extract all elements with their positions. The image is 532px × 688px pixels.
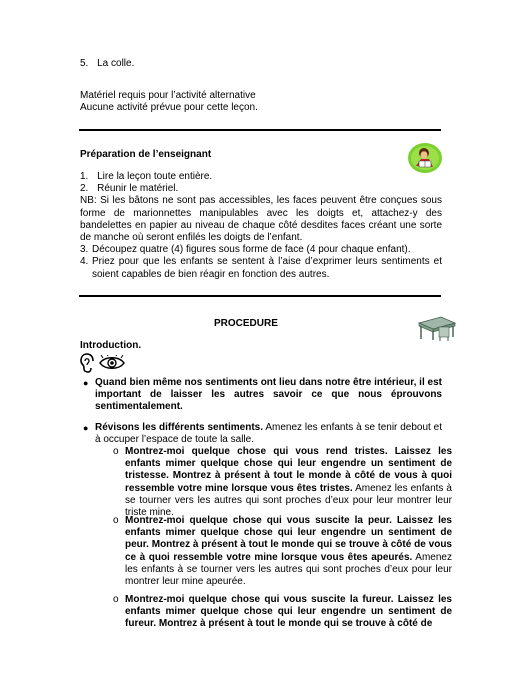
sub-bullet-item	[113, 446, 452, 519]
circle-bullet-icon: o	[113, 446, 119, 457]
list-item-5	[80, 58, 134, 69]
intro-heading: Introduction.	[80, 340, 142, 351]
section-divider	[79, 129, 441, 131]
circle-bullet-icon: o	[113, 594, 119, 605]
prep-item-4	[80, 256, 442, 280]
bullet-item	[80, 422, 442, 446]
procedure-title: PROCEDURE	[214, 318, 278, 329]
sub-bullet-item	[113, 515, 452, 588]
sub-bullet-text: Montrez-moi quelque chose qui vous suscite la peur. Laissez les enfants mimer quelque chose qui leur engendre un sentiment de peur. Montrez à présent à tout le monde qui se trouve à côté de vous ce à quoi ressemble votre mine lorsque vous êtes apeurés. Amenez les enfants à se tourner vers les autres qui sont proches d’eux pour leur montrer leur mine apeurée.	[125, 515, 452, 588]
circle-bullet-icon: o	[113, 515, 119, 526]
ear-icon	[80, 353, 96, 376]
alt-activity-title: Matériel requis pour l’activité alternative	[80, 90, 256, 101]
list-number: 4.	[80, 256, 89, 268]
bullet-bold: Révisons les différents sentiments.	[95, 422, 264, 433]
list-text: Découpez quatre (4) figures sous forme de face (4 pour chaque enfant).	[92, 244, 411, 256]
list-number: 1.	[80, 171, 89, 182]
sub-bullet-text: Montrez-moi quelque chose qui vous rend tristes. Laissez les enfants mimer quelque chose qui leur engendre un sentiment de tristesse. Montrez à présent à tout le monde à côté de vous à quoi ressemble votre mine lorsque vous êtes tristes. Amenez les enfants à se tourner vers les autres qui sont proches d’eux pour leur montrer leur triste mine.	[125, 446, 452, 519]
sub-bullet-item	[113, 594, 452, 631]
list-number: 2.	[80, 183, 89, 195]
list-text: Réunir le matériel.	[97, 183, 179, 195]
bullet-text	[95, 422, 442, 446]
eye-icon	[99, 355, 125, 374]
list-text: Priez pour que les enfants se sentent à l’aise d’exprimer leurs sentiments et soient capables de bien réagir en fonction des autres.	[92, 256, 442, 280]
prep-item-3	[80, 244, 442, 256]
bullet-text: Quand bien même nos sentiments ont lieu dans notre être intérieur, il est important de laisser les autres savoir ce que nous éprouvons sentimentalement.	[95, 377, 442, 413]
alt-activity-text: Aucune activité prévue pour cette leçon.	[80, 102, 258, 113]
bullet-item	[80, 377, 442, 414]
bullet-dot-icon: ●	[83, 423, 89, 433]
list-number: 5.	[80, 58, 89, 69]
prep-title: Préparation de l’enseignant	[80, 149, 212, 160]
list-text: Lire la leçon toute entière.	[97, 171, 213, 182]
section-divider	[79, 295, 441, 297]
prep-note: NB: Si les bâtons ne sont pas accessibles, les faces peuvent être conçues sous forme de marionnettes manipulables avec les doigts et, attachez-y des bandelettes en papier au niveau de chaque côté desdites faces créant une sorte de manche où seront enfilés les doigts de l’enfant.	[80, 195, 442, 244]
bullet-rest: Amenez les enfants à se tenir debout et à occuper l’espace de toute la salle.	[95, 422, 442, 446]
list-text: La colle.	[97, 58, 135, 69]
prep-list	[80, 171, 442, 281]
list-number: 3.	[80, 244, 89, 256]
sub-bullet-text: Montrez-moi quelque chose qui vous suscite la fureur. Laissez les enfants mimer quelque chose qui leur engendre un sentiment de fureur. Montrez à présent à tout le monde qui se trouve à côté de	[125, 594, 452, 630]
classroom-desk-icon	[417, 313, 457, 341]
prep-item-1	[80, 171, 442, 183]
teacher-reading-icon	[407, 142, 443, 174]
prep-item-2	[80, 183, 442, 195]
intro-icons	[80, 353, 126, 373]
bullet-dot-icon: ●	[83, 378, 89, 388]
